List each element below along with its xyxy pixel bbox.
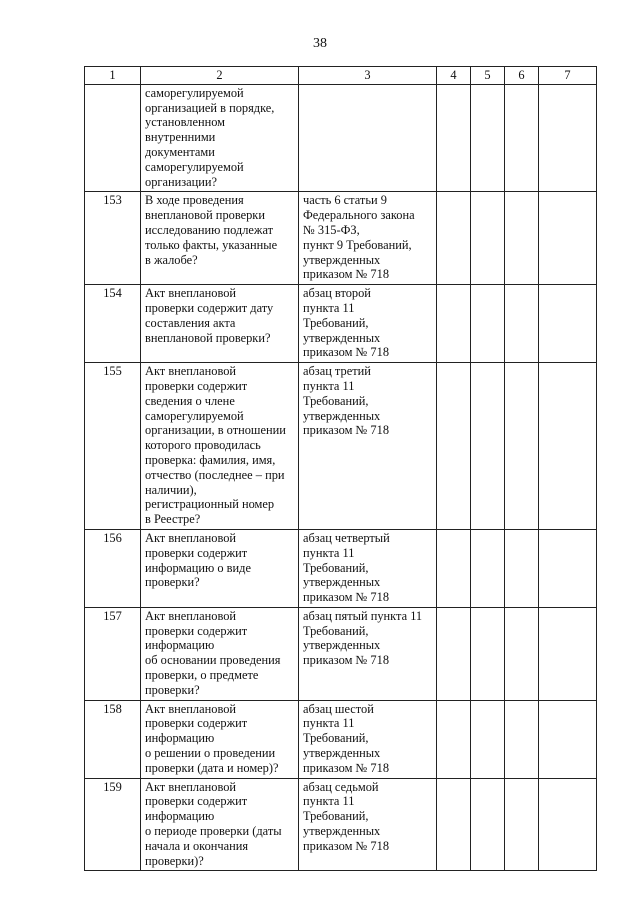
- reference-line: Требований,: [303, 560, 369, 575]
- reference-line: приказом № 718: [303, 760, 390, 775]
- question-line: проверки?: [145, 682, 200, 697]
- reference-line: приказом № 718: [303, 267, 390, 282]
- question-line: информацию: [145, 809, 215, 824]
- column-header-3: 3: [299, 67, 437, 85]
- reference-line: приказом № 718: [303, 423, 390, 438]
- column-header-7: 7: [539, 67, 597, 85]
- question-line: организацией в порядке,: [145, 100, 275, 115]
- question-line: Акт внеплановой: [145, 779, 237, 794]
- reference-line: утвержденных: [303, 575, 381, 590]
- question-cell: [141, 529, 299, 607]
- question-line: информацию о виде: [145, 560, 251, 575]
- answer-no-cell[interactable]: [471, 607, 505, 700]
- reference-line: пункта 11: [303, 794, 355, 809]
- question-line: которого проводилась: [145, 438, 261, 453]
- question-line: в жалобе?: [145, 252, 198, 267]
- notes-cell[interactable]: [539, 285, 597, 363]
- item-number: 159: [85, 778, 141, 871]
- not-applicable-cell[interactable]: [505, 363, 539, 530]
- legal-reference-cell: [299, 529, 437, 607]
- reference-line: утвержденных: [303, 746, 381, 761]
- question-line: проверки)?: [145, 853, 204, 868]
- answer-yes-cell[interactable]: [437, 529, 471, 607]
- reference-line: абзац пятый пункта 11: [303, 608, 423, 623]
- reference-line: Требований,: [303, 623, 369, 638]
- table-row: [85, 529, 597, 607]
- column-header-5: 5: [471, 67, 505, 85]
- legal-reference-cell: [299, 607, 437, 700]
- reference-line: утвержденных: [303, 824, 381, 839]
- question-line: документами: [145, 144, 215, 159]
- reference-line: абзац шестой: [303, 701, 374, 716]
- notes-cell[interactable]: [539, 700, 597, 778]
- answer-yes-cell[interactable]: [437, 778, 471, 871]
- reference-line: абзац второй: [303, 286, 371, 301]
- reference-line: приказом № 718: [303, 653, 390, 668]
- answer-yes-cell[interactable]: [437, 700, 471, 778]
- question-line: установленном: [145, 115, 226, 130]
- answer-yes-cell[interactable]: [437, 607, 471, 700]
- question-cell: [141, 778, 299, 871]
- checklist-table: [84, 66, 597, 871]
- question-line: внутренними: [145, 130, 216, 145]
- reference-line: пункта 11: [303, 716, 355, 731]
- question-line: Акт внеплановой: [145, 701, 237, 716]
- answer-no-cell[interactable]: [471, 285, 505, 363]
- reference-line: Требований,: [303, 731, 369, 746]
- item-number: 154: [85, 285, 141, 363]
- question-line: проверки содержит: [145, 794, 248, 809]
- question-line: проверки содержит: [145, 378, 248, 393]
- reference-line: утвержденных: [303, 408, 381, 423]
- question-line: Акт внеплановой: [145, 286, 237, 301]
- question-line: информацию: [145, 638, 215, 653]
- question-line: начала и окончания: [145, 838, 249, 853]
- reference-line: Требований,: [303, 315, 369, 330]
- notes-cell[interactable]: [539, 778, 597, 871]
- reference-line: Требований,: [303, 393, 369, 408]
- question-line: саморегулируемой: [145, 159, 244, 174]
- question-line: составления акта: [145, 315, 236, 330]
- item-number: 156: [85, 529, 141, 607]
- not-applicable-cell[interactable]: [505, 529, 539, 607]
- answer-no-cell[interactable]: [471, 192, 505, 285]
- question-line: отчество (последнее – при: [145, 467, 285, 482]
- question-cell: [141, 285, 299, 363]
- reference-line: утвержденных: [303, 252, 381, 267]
- question-line: исследованию подлежат: [145, 222, 274, 237]
- table-row: [85, 84, 597, 192]
- answer-yes-cell[interactable]: [437, 363, 471, 530]
- not-applicable-cell[interactable]: [505, 607, 539, 700]
- question-line: информацию: [145, 731, 215, 746]
- question-line: проверки?: [145, 575, 200, 590]
- reference-line: приказом № 718: [303, 590, 390, 605]
- question-line: об основании проведения: [145, 653, 281, 668]
- column-header-6: 6: [505, 67, 539, 85]
- question-line: Акт внеплановой: [145, 530, 237, 545]
- notes-cell[interactable]: [539, 529, 597, 607]
- answer-no-cell[interactable]: [471, 778, 505, 871]
- question-line: о периоде проверки (даты: [145, 824, 282, 839]
- notes-cell[interactable]: [539, 363, 597, 530]
- legal-reference-cell: [299, 363, 437, 530]
- question-line: внеплановой проверки?: [145, 330, 271, 345]
- question-line: проверки, о предмете: [145, 668, 259, 683]
- column-header-2: 2: [141, 67, 299, 85]
- not-applicable-cell[interactable]: [505, 84, 539, 192]
- legal-reference-cell: [299, 285, 437, 363]
- reference-line: утвержденных: [303, 330, 381, 345]
- legal-reference-cell: [299, 700, 437, 778]
- answer-yes-cell[interactable]: [437, 192, 471, 285]
- reference-line: пункт 9 Требований,: [303, 237, 412, 252]
- question-line: В ходе проведения: [145, 193, 244, 208]
- answer-no-cell[interactable]: [471, 529, 505, 607]
- table-row: [85, 778, 597, 871]
- reference-line: абзац четвертый: [303, 530, 390, 545]
- question-line: сведения о члене: [145, 393, 235, 408]
- reference-line: пункта 11: [303, 545, 355, 560]
- not-applicable-cell[interactable]: [505, 285, 539, 363]
- column-header-4: 4: [437, 67, 471, 85]
- question-line: регистрационный номер: [145, 497, 275, 512]
- question-line: проверка: фамилия, имя,: [145, 452, 276, 467]
- question-line: внеплановой проверки: [145, 208, 265, 223]
- not-applicable-cell[interactable]: [505, 778, 539, 871]
- question-line: организации?: [145, 174, 218, 189]
- reference-line: приказом № 718: [303, 838, 390, 853]
- reference-line: приказом № 718: [303, 345, 390, 360]
- item-number: 153: [85, 192, 141, 285]
- question-line: саморегулируемой: [145, 408, 244, 423]
- page-number: 38: [313, 36, 327, 51]
- reference-line: пункта 11: [303, 300, 355, 315]
- question-line: только факты, указанные: [145, 237, 278, 252]
- answer-no-cell[interactable]: [471, 700, 505, 778]
- column-header-1: 1: [85, 67, 141, 85]
- question-line: проверки содержит: [145, 623, 248, 638]
- question-line: организации, в отношении: [145, 423, 286, 438]
- reference-line: часть 6 статьи 9: [303, 193, 387, 208]
- not-applicable-cell[interactable]: [505, 700, 539, 778]
- answer-no-cell[interactable]: [471, 363, 505, 530]
- reference-line: пункта 11: [303, 378, 355, 393]
- legal-reference-cell: [299, 778, 437, 871]
- reference-line: абзац третий: [303, 364, 371, 379]
- reference-line: абзац седьмой: [303, 779, 379, 794]
- question-line: проверки содержит: [145, 716, 248, 731]
- question-line: саморегулируемой: [145, 85, 244, 100]
- question-line: Акт внеплановой: [145, 364, 237, 379]
- not-applicable-cell[interactable]: [505, 192, 539, 285]
- table-row: [85, 285, 597, 363]
- question-cell: [141, 700, 299, 778]
- table-row: [85, 700, 597, 778]
- reference-line: № 315-ФЗ,: [303, 222, 360, 237]
- question-cell: [141, 192, 299, 285]
- answer-yes-cell[interactable]: [437, 84, 471, 192]
- item-number: [85, 84, 141, 192]
- table-body: [85, 84, 597, 871]
- reference-line: Федерального закона: [303, 208, 415, 223]
- item-number: 155: [85, 363, 141, 530]
- column-header-row: [85, 67, 597, 85]
- table-row: [85, 363, 597, 530]
- question-line: проверки содержит дату: [145, 300, 274, 315]
- legal-reference-cell: [299, 84, 437, 192]
- question-cell: [141, 363, 299, 530]
- question-line: о решении о проведении: [145, 746, 276, 761]
- question-cell: [141, 84, 299, 192]
- reference-line: утвержденных: [303, 638, 381, 653]
- question-line: наличии),: [145, 482, 197, 497]
- question-cell: [141, 607, 299, 700]
- item-number: 157: [85, 607, 141, 700]
- table-row: [85, 607, 597, 700]
- legal-reference-cell: [299, 192, 437, 285]
- answer-yes-cell[interactable]: [437, 285, 471, 363]
- reference-line: Требований,: [303, 809, 369, 824]
- answer-no-cell[interactable]: [471, 84, 505, 192]
- notes-cell[interactable]: [539, 84, 597, 192]
- question-line: в Реестре?: [145, 512, 201, 527]
- notes-cell[interactable]: [539, 607, 597, 700]
- notes-cell[interactable]: [539, 192, 597, 285]
- question-line: проверки содержит: [145, 545, 248, 560]
- item-number: 158: [85, 700, 141, 778]
- question-line: Акт внеплановой: [145, 608, 237, 623]
- question-line: проверки (дата и номер)?: [145, 760, 279, 775]
- table-row: [85, 192, 597, 285]
